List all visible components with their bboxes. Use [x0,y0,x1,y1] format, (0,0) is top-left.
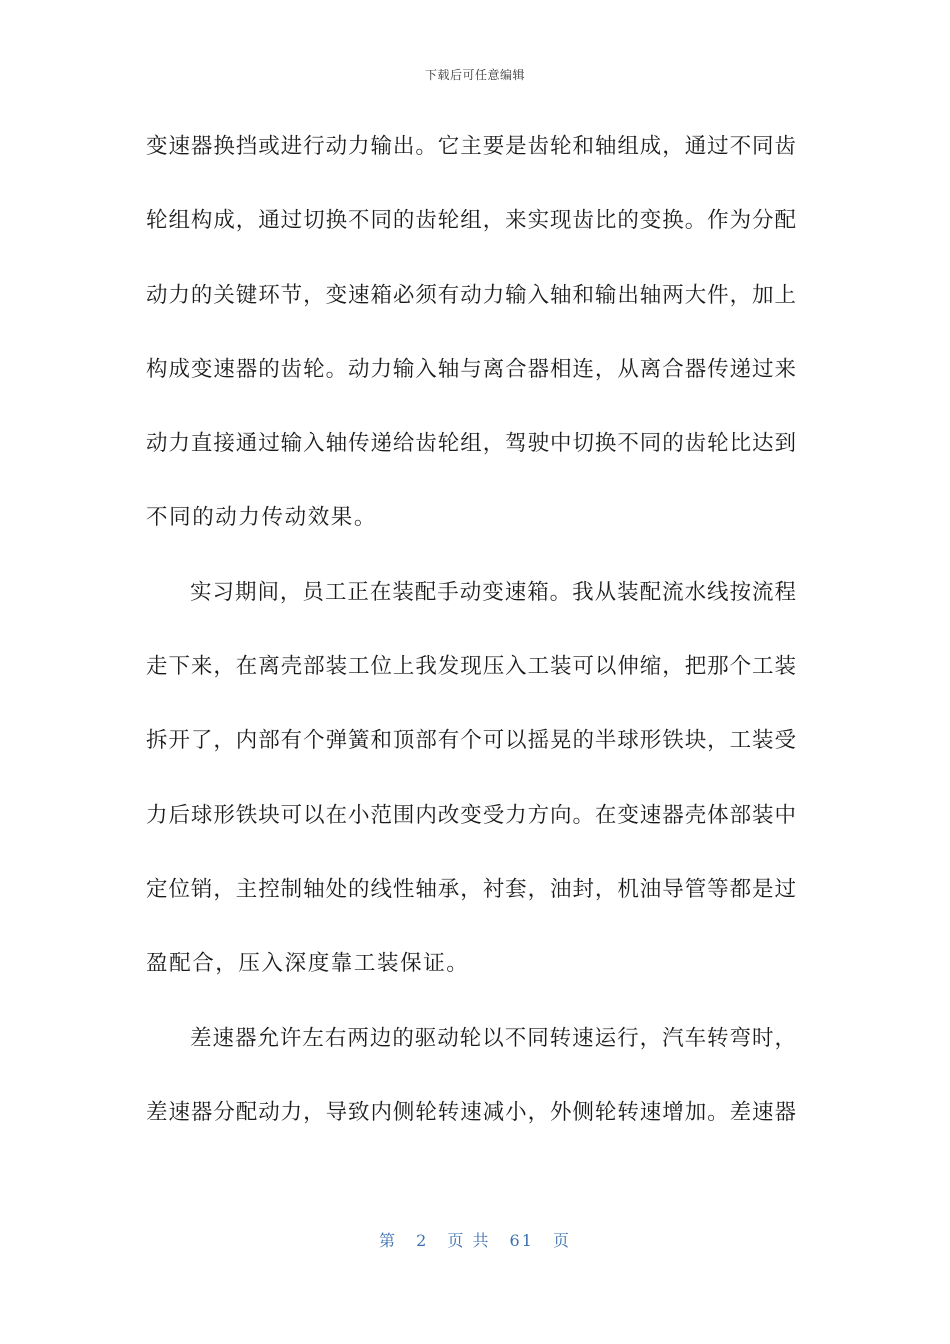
paragraph-line: 实习期间，员工正在装配手动变速箱。我从装配流水线按流程 [190,579,796,605]
paragraph-line: 力后球形铁块可以在小范围内改变受力方向。在变速器壳体部装中 [146,802,796,828]
paragraph-line: 动力直接通过输入轴传递给齿轮组，驾驶中切换不同的齿轮比达到 [146,431,796,457]
paragraph-line: 走下来，在离壳部装工位上我发现压入工装可以伸缩，把那个工装 [146,654,796,680]
paragraph-line: 不同的动力传动效果。 [146,505,378,531]
page-footer [0,1228,950,1251]
page-number: 2 [416,1231,429,1250]
paragraph-line: 轮组构成，通过切换不同的齿轮组，来实现齿比的变换。作为分配 [146,208,796,234]
header-note: 下载后可任意编辑 [424,68,525,82]
total-pages: 61 [509,1231,534,1250]
page-prefix: 第 [378,1231,397,1250]
paragraph-line: 动力的关键环节，变速箱必须有动力输入轴和输出轴两大件，加上 [146,282,796,308]
paragraph-line: 差速器允许左右两边的驱动轮以不同转速运行，汽车转弯时， [190,1025,796,1051]
paragraph-line: 构成变速器的齿轮。动力输入轴与离合器相连，从离合器传递过来 [146,356,796,382]
paragraph-line: 拆开了，内部有个弹簧和顶部有个可以摇晃的半球形铁块，工装受 [146,728,796,754]
paragraph-line: 定位销，主控制轴处的线性轴承，衬套，油封，机油导管等都是过 [146,876,796,902]
paragraph-line: 盈配合，压入深度靠工装保证。 [146,951,470,977]
document-body [146,122,796,1162]
page-suffix: 页 [553,1231,572,1250]
paragraph-line: 变速器换挡或进行动力输出。它主要是齿轮和轴组成，通过不同齿 [146,134,796,159]
paragraph-line: 差速器分配动力，导致内侧轮转速减小，外侧轮转速增加。差速器 [146,1099,796,1125]
page-middle: 页 共 [447,1231,491,1250]
